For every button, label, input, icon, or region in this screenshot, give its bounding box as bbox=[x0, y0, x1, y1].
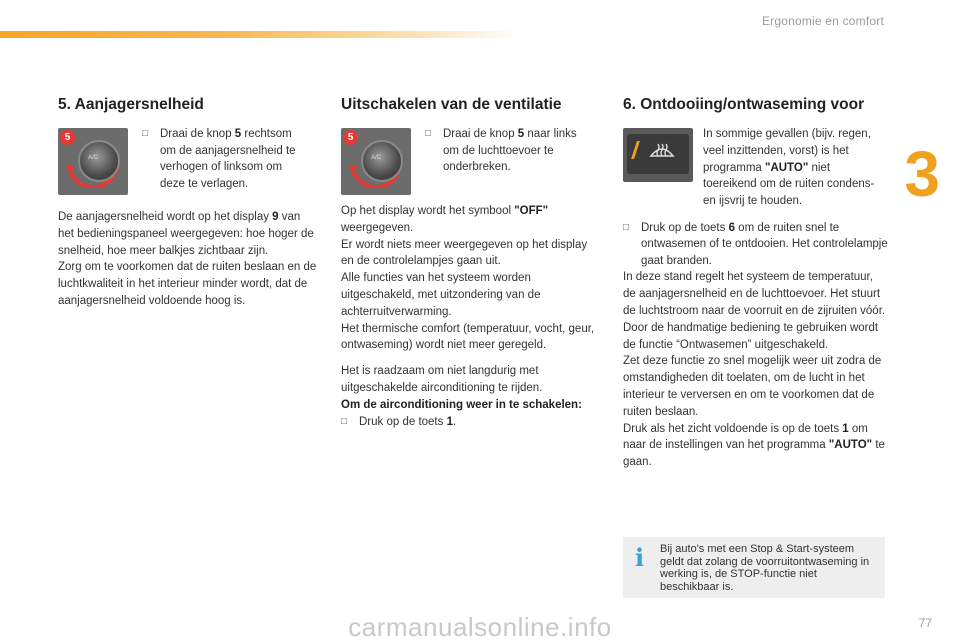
knob-icon bbox=[78, 140, 120, 182]
bullet-marker-icon: □ bbox=[341, 415, 348, 427]
knob-instruction bbox=[341, 128, 601, 195]
paragraph-manual: Door de handmatige bediening te gebruiken wordt de functie “Ontwasemen” uitgeschakeld. bbox=[623, 321, 879, 351]
ac-label: A/C bbox=[87, 155, 98, 161]
paragraph-advice: Zorg om te voorkomen dat de ruiten beslaan en de luchtkwaliteit in het interieur minder wordt, dat de aanjagersnelheid voldoende hoog is. bbox=[58, 261, 317, 307]
defog-button-image bbox=[623, 128, 693, 182]
paragraph-switch-off: Zet deze functie zo snel mogelijk weer uit zodra de omstandigheden dit toelaten, om de lucht in het interieur te verversen en om te voorkomen dat de ruiten beslaan. bbox=[623, 355, 882, 418]
chapter-number: 3 bbox=[904, 138, 940, 210]
knob-icon bbox=[361, 140, 403, 182]
bullet-text: Draai de knop 5 naar links om de luchttoevoer te onderbreken. bbox=[443, 128, 577, 173]
info-icon: i bbox=[635, 543, 645, 572]
heading-ventilatie: Uitschakelen van de ventilatie bbox=[341, 96, 562, 113]
heading-aanjagersnelheid: 5. Aanjagersnelheid bbox=[58, 96, 204, 113]
paragraph-auto: Druk als het zicht voldoende is op de toets 1 om naar de instellingen van het programma "AUTO" te gaan. bbox=[623, 422, 885, 469]
paragraph-display: Er wordt niets meer weergegeven op het display en de controlelampjes gaan uit. bbox=[341, 238, 588, 268]
info-text: Bij auto's met een Stop & Start-systeem geldt dat zolang de voorruitontwaseming in werking is, de STOP-functie niet beschikbaar is. bbox=[660, 543, 870, 593]
watermark: carmanualsonline.info bbox=[348, 612, 612, 642]
paragraph-advice: Het is raadzaam om niet langdurig met uitgeschakelde airconditioning te rijden. bbox=[341, 365, 543, 394]
knob-instruction bbox=[58, 128, 318, 195]
page-number: 77 bbox=[918, 616, 932, 630]
defog-instruction bbox=[623, 128, 888, 210]
callout-badge: 5 bbox=[60, 130, 75, 145]
bullet-text: Druk op de toets 1. bbox=[359, 415, 457, 428]
column-aanjagersnelheid bbox=[58, 96, 318, 310]
section-title: Ergonomie en comfort bbox=[761, 14, 884, 28]
paragraph-off: Op het display wordt het symbool "OFF" weergegeven. bbox=[341, 205, 549, 234]
column-ontdooiing bbox=[623, 96, 888, 471]
bullet-item bbox=[341, 414, 601, 431]
paragraph-intro: In sommige gevallen (bijv. regen, veel inzittenden, vorst) is het programma "AUTO" niet toereikend om de ruiten condens- en ijsvrij te houden. bbox=[703, 128, 875, 208]
heading-ontdooiing: 6. Ontdooiing/ontwaseming voor bbox=[623, 96, 865, 113]
bullet-text: Druk op de toets 6 om de ruiten snel te ontwasemen of te ontdooien. Het controlelampje gaat branden. bbox=[641, 221, 888, 267]
paragraph-comfort: Het thermische comfort (temperatuur, vocht, geur, ontwaseming) wordt niet meer geregeld. bbox=[341, 322, 595, 352]
header-accent-bar bbox=[0, 31, 520, 38]
bullet-marker-icon: □ bbox=[425, 128, 432, 139]
bullet-item bbox=[425, 126, 585, 176]
paragraph-display: De aanjagersnelheid wordt op het display 9 van het bedieningspaneel weergegeven: hoe hoger de snelheid, hoe meer balkjes zichtbaar zijn. bbox=[58, 211, 314, 257]
paragraph-system: In deze stand regelt het systeem de temperatuur, de aanjagersnelheid en de luchttoevoer. Het stuurt de luchtstroom naar de voorruit en de zijruiten vóór. bbox=[623, 271, 886, 318]
fan-knob-image bbox=[58, 128, 128, 195]
ac-label: A/C bbox=[370, 155, 381, 161]
bullet-item bbox=[623, 220, 888, 270]
column-ventilatie bbox=[341, 96, 601, 430]
paragraph-reenable: Om de airconditioning weer in te schakelen: bbox=[341, 398, 582, 411]
bullet-text: Draai de knop 5 rechtsom om de aanjagersnelheid te verhogen of linksom om deze te verlagen. bbox=[160, 128, 296, 190]
fan-knob-image bbox=[341, 128, 411, 195]
bullet-item bbox=[142, 126, 302, 192]
bullet-marker-icon: □ bbox=[142, 128, 149, 139]
callout-badge: 5 bbox=[343, 130, 358, 145]
info-box bbox=[623, 537, 885, 598]
bullet-marker-icon: □ bbox=[623, 221, 630, 233]
paragraph-functions: Alle functies van het systeem worden uitgeschakeld, met uitzondering van de achterruitverwarming. bbox=[341, 272, 541, 318]
windscreen-defrost-icon bbox=[649, 140, 675, 162]
